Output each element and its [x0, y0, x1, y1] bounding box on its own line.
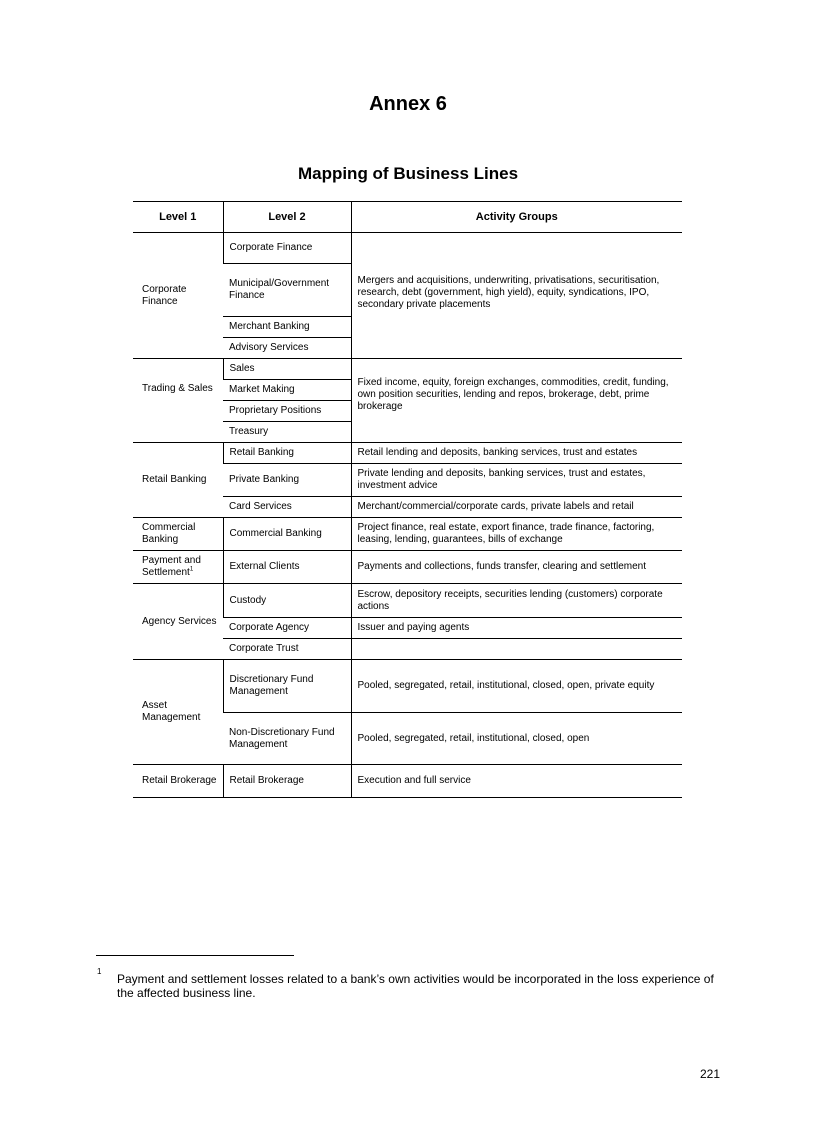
- footnote-divider: [96, 955, 294, 956]
- level2-corporate-trust: Corporate Trust: [223, 639, 351, 660]
- level2-proprietary-positions: Proprietary Positions: [223, 401, 351, 422]
- level2-commercial-banking: Commercial Banking: [223, 518, 351, 551]
- table-row: [133, 359, 682, 380]
- header-activity-groups: Activity Groups: [351, 202, 682, 233]
- table-row: [133, 765, 682, 798]
- activity-card-services: Merchant/commercial/corporate cards, private labels and retail: [351, 497, 682, 518]
- level2-retail-brokerage: Retail Brokerage: [223, 765, 351, 798]
- level2-sales: Sales: [223, 359, 351, 380]
- table-row: [133, 551, 682, 584]
- level1-asset-management: Asset Management: [133, 660, 223, 765]
- activity-custody: Escrow, depository receipts, securities lending (customers) corporate actions: [351, 584, 682, 618]
- level2-advisory-services: Advisory Services: [223, 338, 351, 359]
- header-level2: Level 2: [223, 202, 351, 233]
- level2-municipal-government-finance: Municipal/Government Finance: [223, 264, 351, 317]
- level1-commercial-banking: Commercial Banking: [133, 518, 223, 551]
- level2-market-making: Market Making: [223, 380, 351, 401]
- level1-corporate-finance: Corporate Finance: [133, 233, 223, 359]
- annex-title: Annex 6: [369, 93, 447, 115]
- footnote-mark: 1: [97, 967, 102, 976]
- level1-payment-settlement: [133, 551, 223, 584]
- table-row: [133, 233, 682, 264]
- activity-external-clients: Payments and collections, funds transfer, clearing and settlement: [351, 551, 682, 584]
- level2-retail-banking: Retail Banking: [223, 443, 351, 464]
- activity-corporate-finance: Mergers and acquisitions, underwriting, privatisations, securitisation, research, debt (government, high yield), equity, syndications, IPO, secondary private placements: [351, 233, 682, 359]
- activity-retail-banking: Retail lending and deposits, banking services, trust and estates: [351, 443, 682, 464]
- table-row: [133, 660, 682, 713]
- footnote-text: Payment and settlement losses related to a bank’s own activities would be incorporated in the loss experience of the affected business line.: [117, 972, 714, 1000]
- level2-discretionary-fund-management: Discretionary Fund Management: [223, 660, 351, 713]
- level1-trading-sales: Trading & Sales: [133, 359, 223, 443]
- table-row: [133, 518, 682, 551]
- level2-non-discretionary-fund-management: Non-Discretionary Fund Management: [223, 713, 351, 765]
- activity-corporate-agency: Issuer and paying agents: [351, 618, 682, 639]
- activity-private-banking: Private lending and deposits, banking services, trust and estates, investment advice: [351, 464, 682, 497]
- header-level1: Level 1: [133, 202, 223, 233]
- level2-private-banking: Private Banking: [223, 464, 351, 497]
- level2-merchant-banking: Merchant Banking: [223, 317, 351, 338]
- level2-custody: Custody: [223, 584, 351, 618]
- activity-corporate-trust-empty: [351, 639, 682, 660]
- table-header-row: [133, 202, 682, 233]
- activity-commercial-banking: Project finance, real estate, export finance, trade finance, factoring, leasing, lending, guarantees, bills of exchange: [351, 518, 682, 551]
- level1-agency-services: Agency Services: [133, 584, 223, 660]
- table-row: [133, 584, 682, 618]
- level2-external-clients: External Clients: [223, 551, 351, 584]
- page-number: 221: [699, 1067, 720, 1081]
- business-lines-table: [133, 201, 682, 798]
- footnote-ref: 1: [189, 566, 194, 573]
- activity-trading-sales: Fixed income, equity, foreign exchanges, commodities, credit, funding, own position securities, lending and repos, brokerage, debt, prime brokerage: [351, 359, 682, 443]
- activity-non-discretionary-fund-management: Pooled, segregated, retail, institutional, closed, open: [351, 713, 682, 765]
- activity-discretionary-fund-management: Pooled, segregated, retail, institutional, closed, open, private equity: [351, 660, 682, 713]
- level2-treasury: Treasury: [223, 422, 351, 443]
- activity-retail-brokerage: Execution and full service: [351, 765, 682, 798]
- table-row: [133, 443, 682, 464]
- level1-payment-settlement-label: Payment and Settlement: [142, 555, 201, 578]
- level1-retail-banking: Retail Banking: [133, 443, 223, 518]
- level2-card-services: Card Services: [223, 497, 351, 518]
- level2-corporate-agency: Corporate Agency: [223, 618, 351, 639]
- table-title: Mapping of Business Lines: [297, 164, 519, 183]
- level1-retail-brokerage: Retail Brokerage: [133, 765, 223, 798]
- level2-corporate-finance: Corporate Finance: [223, 233, 351, 264]
